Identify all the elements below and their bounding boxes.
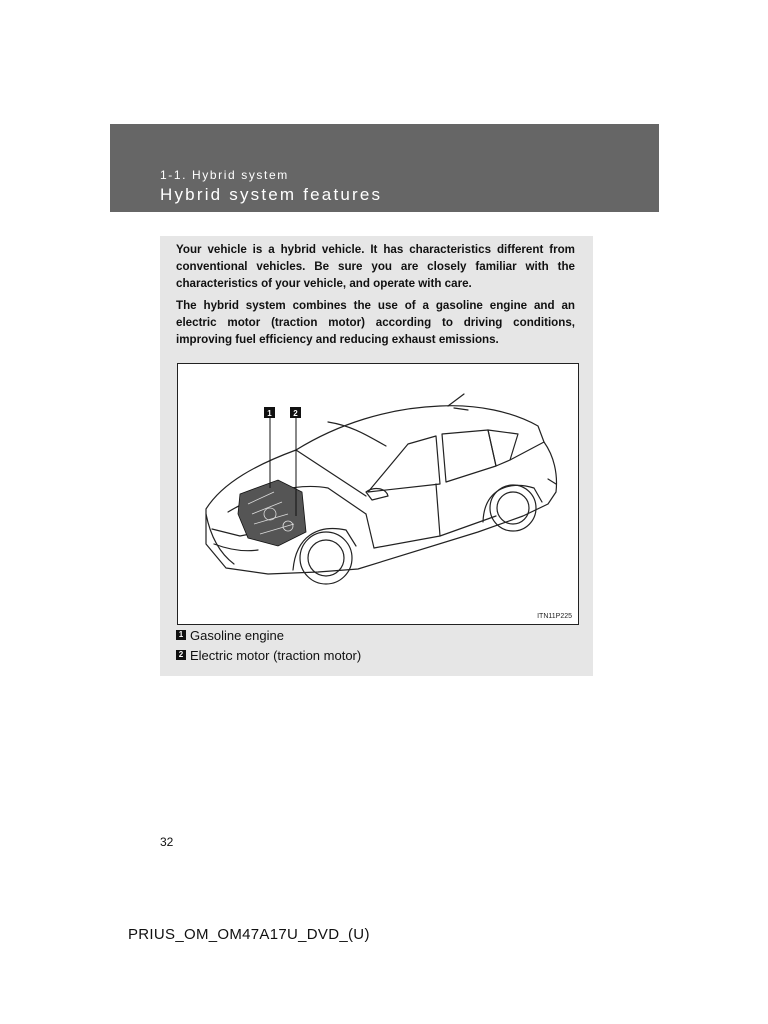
page-number: 32 [160,835,174,849]
legend-item-electric-motor [176,646,361,664]
callout-1: 1 [267,409,272,418]
page-title: Hybrid system features [160,185,383,204]
legend-item-gasoline-engine [176,626,284,644]
figure-code: ITN11P225 [537,613,572,620]
content-box [160,236,593,676]
car-drawing [178,364,578,624]
legend-label: Gasoline engine [190,627,284,643]
legend-label: Electric motor (traction motor) [190,647,362,663]
section-label: 1-1. Hybrid system [160,168,289,182]
legend-number-badge: 2 [176,650,186,660]
header-band [110,124,659,212]
hybrid-description-paragraph: The hybrid system combines the use of a gasoline engine and an electric motor (traction motor) according to driving conditions, improving fuel efficiency and reducing exhaust emissions. [176,299,575,346]
legend-number-badge: 1 [176,630,186,640]
vehicle-illustration [177,363,579,625]
intro-paragraph: Your vehicle is a hybrid vehicle. It has characteristics different from conventional vehicles. Be sure you are closely familiar with the characteristics of your vehicle, and operate with care. [176,243,575,290]
document-code: PRIUS_OM_OM47A17U_DVD_(U) [128,926,370,943]
callout-2: 2 [293,409,298,418]
